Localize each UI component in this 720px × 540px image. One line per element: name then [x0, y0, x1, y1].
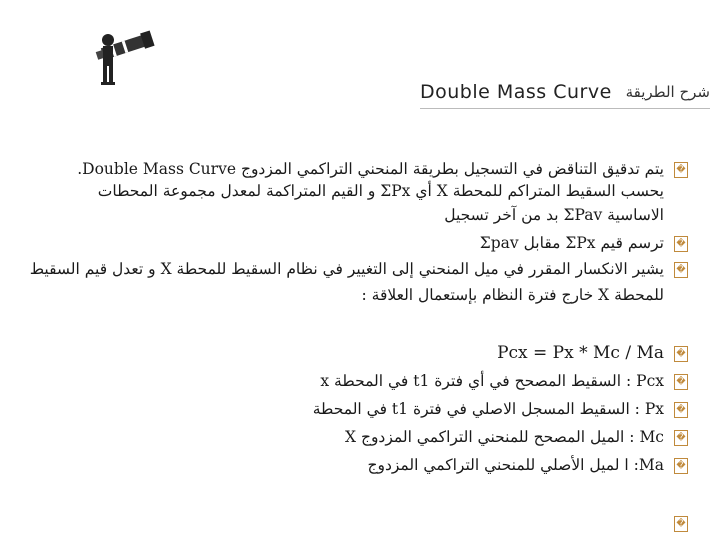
- paragraph-3-line-1: يشير الانكسار المقرر في ميل المنحني إلى التغيير في نظام السقيط للمحطة X و تعدل قيم السقيط: [29, 260, 664, 278]
- definition-pcx: Pcx : السقيط المصحح في أي فترة t1 في المحطة x: [320, 372, 664, 390]
- bullet-icon: �: [674, 374, 688, 390]
- bullet-icon: �: [674, 516, 688, 532]
- title-bar: [420, 78, 710, 106]
- bullet-icon: �: [674, 236, 688, 252]
- bullet-icon: �: [674, 162, 688, 178]
- paragraph-1-line-1: يتم تدقيق التناقض في التسجيل بطريقة المنحني التراكمي المزدوج Double Mass Curve.: [77, 160, 664, 178]
- slide-title: Double Mass Curve: [420, 81, 612, 103]
- bullet-icon: �: [674, 430, 688, 446]
- bullet-icon: �: [674, 262, 688, 278]
- definition-px: Px : السقيط المسجل الاصلي في فترة t1 في المحطة: [312, 400, 664, 418]
- definition-ma: Ma: ا لميل الأصلي للمنحني التراكمي المزدوج: [367, 456, 664, 474]
- formula-text: Pcx = Px * Mc / Ma: [497, 343, 664, 363]
- bullet-icon: �: [674, 458, 688, 474]
- telescope-logo: [88, 18, 168, 94]
- paragraph-2: ترسم قيم ΣPx مقابل Σpav: [479, 234, 664, 252]
- paragraph-3-line-2: للمحطة X خارج فترة النظام بإستعمال العلاقة :: [361, 286, 664, 304]
- bullet-icon: �: [674, 346, 688, 362]
- bullet-icon: �: [674, 402, 688, 418]
- definition-mc: Mc : الميل المصحح للمنحني التراكمي المزدوج X: [344, 428, 664, 446]
- slide-title-arabic: شرح الطريقة: [625, 83, 710, 101]
- paragraph-1-line-2: يحسب السقيط المتراكم للمحطة X أي ΣPx و القيم المتراكمة لمعدل مجموعة المحطات: [97, 182, 664, 200]
- formula: [497, 342, 664, 364]
- paragraph-1-line-3: الاساسية ΣPav بد من آخر تسجيل: [444, 206, 664, 224]
- title-divider: [420, 108, 710, 109]
